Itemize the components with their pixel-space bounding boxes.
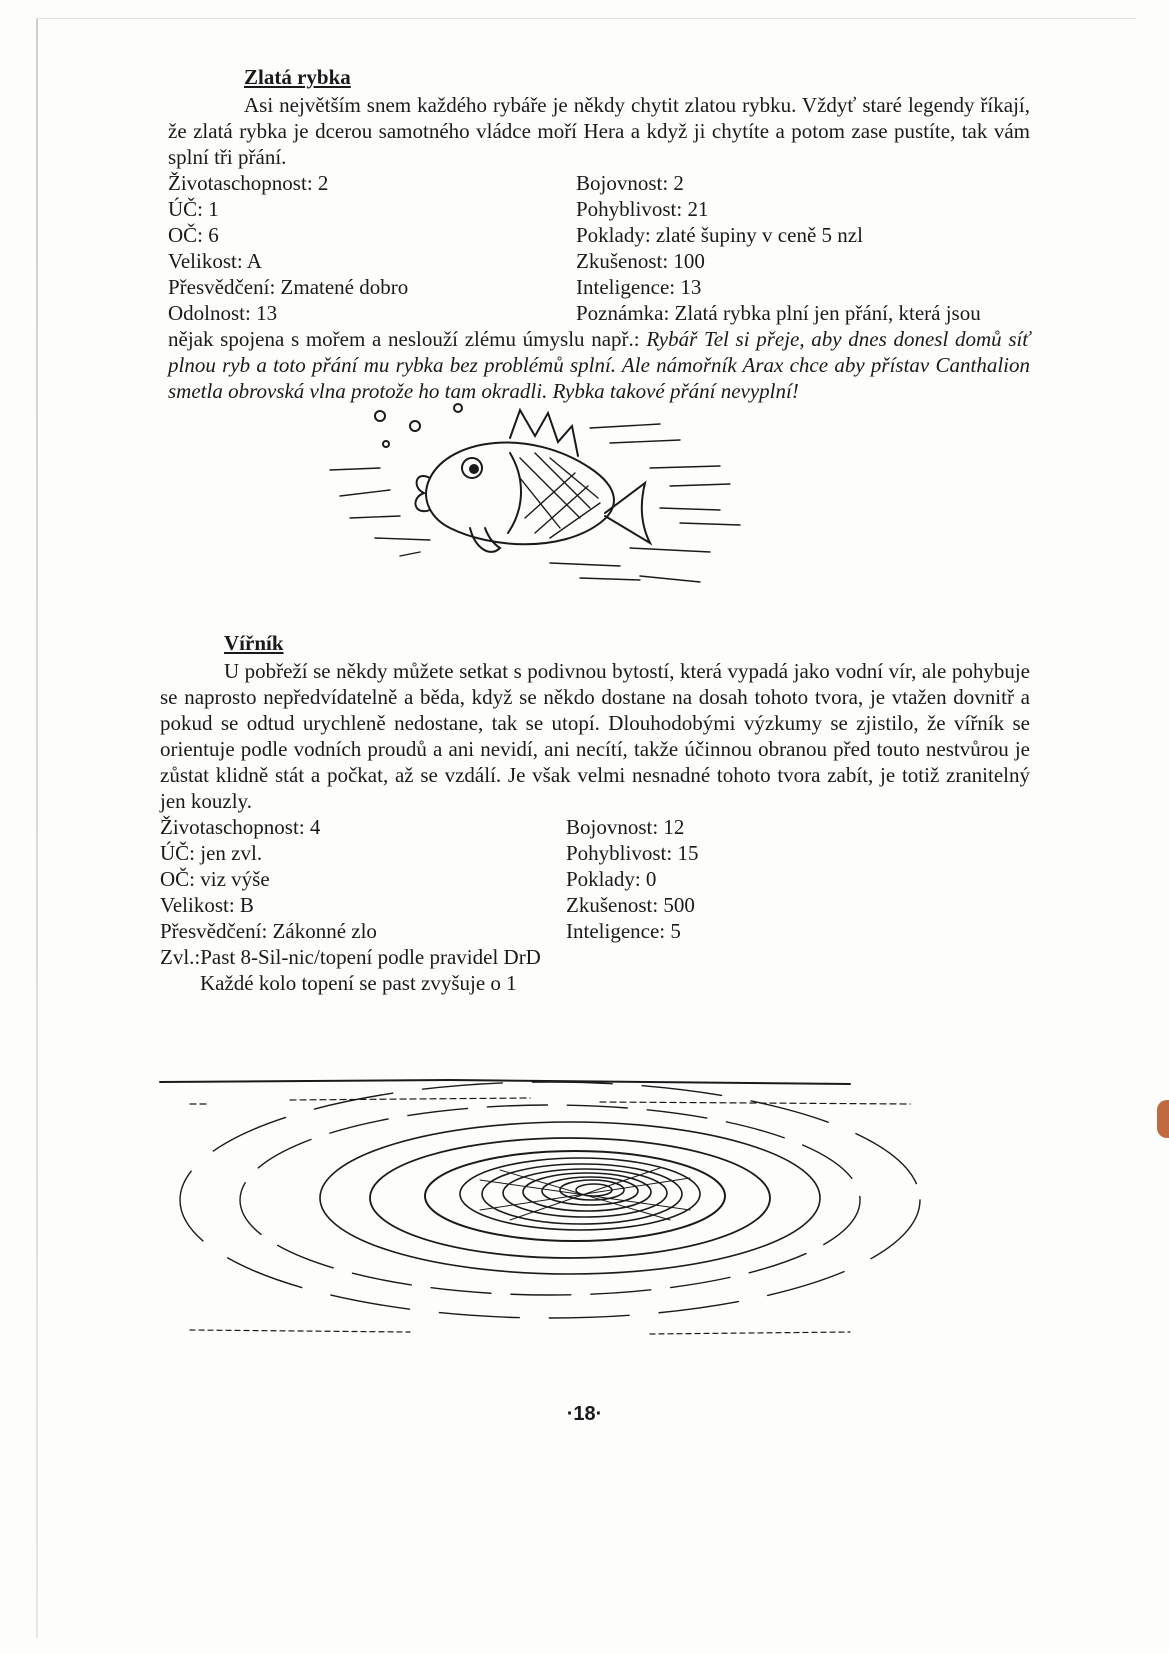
stat-right: Zkušenost: 100 [576, 249, 705, 273]
section-title: Vířník [224, 631, 284, 655]
stat-right: Inteligence: 13 [576, 275, 702, 299]
stat-right: Inteligence: 5 [566, 919, 681, 943]
bubble [410, 421, 420, 431]
bubble [383, 441, 389, 447]
section-virnik [160, 630, 1030, 996]
stat-left: ÚČ: jen zvl. [160, 841, 263, 865]
stat-left: Velikost: A [168, 249, 262, 273]
stat-block [160, 814, 1030, 944]
section-intro: Asi největším snem každého rybáře je někdy chytit zlatou rybku. Vždyť staré legendy říkají, že zlatá rybka je dcerou samotného vládce moří Hera a když ji chytíte a potom zase pustíte, tak vám splní tři přání. [168, 93, 1030, 169]
stat-left: Odolnost: 13 [168, 301, 278, 325]
stat-block [168, 170, 1030, 326]
stat-right: Pohyblivost: 15 [566, 841, 699, 865]
bubble [454, 404, 462, 412]
stat-left: Životaschopnost: 4 [160, 815, 321, 839]
paper-stain [1157, 1100, 1169, 1138]
page-number: ·18· [566, 1403, 603, 1425]
section-zlata-rybka [168, 64, 1030, 404]
stat-left: Životaschopnost: 2 [168, 171, 329, 195]
stat-right: Poklady: 0 [566, 867, 657, 891]
scan-edge [36, 18, 38, 1638]
stat-left: ÚČ: 1 [168, 197, 219, 221]
scan-edge-top [36, 18, 1136, 19]
note-example: Rybář Tel si přeje, aby dnes donesl domů síť plnou ryb a toto přání mu rybka bez problémů splní. Ale námořník Arax chce aby přístav Canthalion smetla obrovská vlna protože ho tam okradli. Rybka takové přání nevyplní! [168, 327, 1030, 403]
stat-left: OČ: viz výše [160, 867, 270, 891]
note-continuation: nějak spojena s mořem a neslouží zlému úmyslu např.: [168, 327, 640, 351]
special-ability: Zvl.:Past 8-Sil-nic/topení podle pravidel DrD [160, 945, 541, 969]
bubble [375, 411, 385, 421]
stat-right: Poklady: zlaté šupiny v ceně 5 nzl [576, 223, 863, 247]
stat-left: Velikost: B [160, 893, 254, 917]
stat-left: Přesvědčení: Zákonné zlo [160, 919, 377, 943]
stat-right: Bojovnost: 2 [576, 171, 684, 195]
stat-right: Zkušenost: 500 [566, 893, 695, 917]
stat-left: Přesvědčení: Zmatené dobro [168, 275, 409, 299]
stat-right: Poznámka: Zlatá rybka plní jen přání, která jsou [576, 301, 981, 325]
dorsal-fin [510, 410, 578, 456]
whirlpool-illustration [150, 1060, 950, 1350]
section-intro: U pobřeží se někdy můžete setkat s podivnou bytostí, která vypadá jako vodní vír, ale pohybuje se naprosto nepředvídatelně a běda, když se někdo dostane na dosah tohoto tvora, je vtažen dovnitř a pokud se odtud urychleně nedostane, tak se utopí. Dlouhodobými výzkumy se zjistilo, že vířník se orientuje podle vodních proudů a ani nevidí, ani necítí, takže účinnou obranou před touto nestvůrou je zůstat klidně stát a počkat, až se vzdálí. Je však velmi nesnadné tohoto tvora zabít, je totiž zranitelný jen kouzly. [160, 659, 1030, 813]
section-title: Zlatá rybka [244, 65, 351, 89]
note-text [168, 326, 1030, 404]
stat-left: OČ: 6 [168, 223, 219, 247]
fish-illustration [320, 398, 780, 618]
stat-right: Bojovnost: 12 [566, 815, 685, 839]
special-note: Každé kolo topení se past zvyšuje o 1 [200, 971, 517, 995]
stat-right: Pohyblivost: 21 [576, 197, 709, 221]
